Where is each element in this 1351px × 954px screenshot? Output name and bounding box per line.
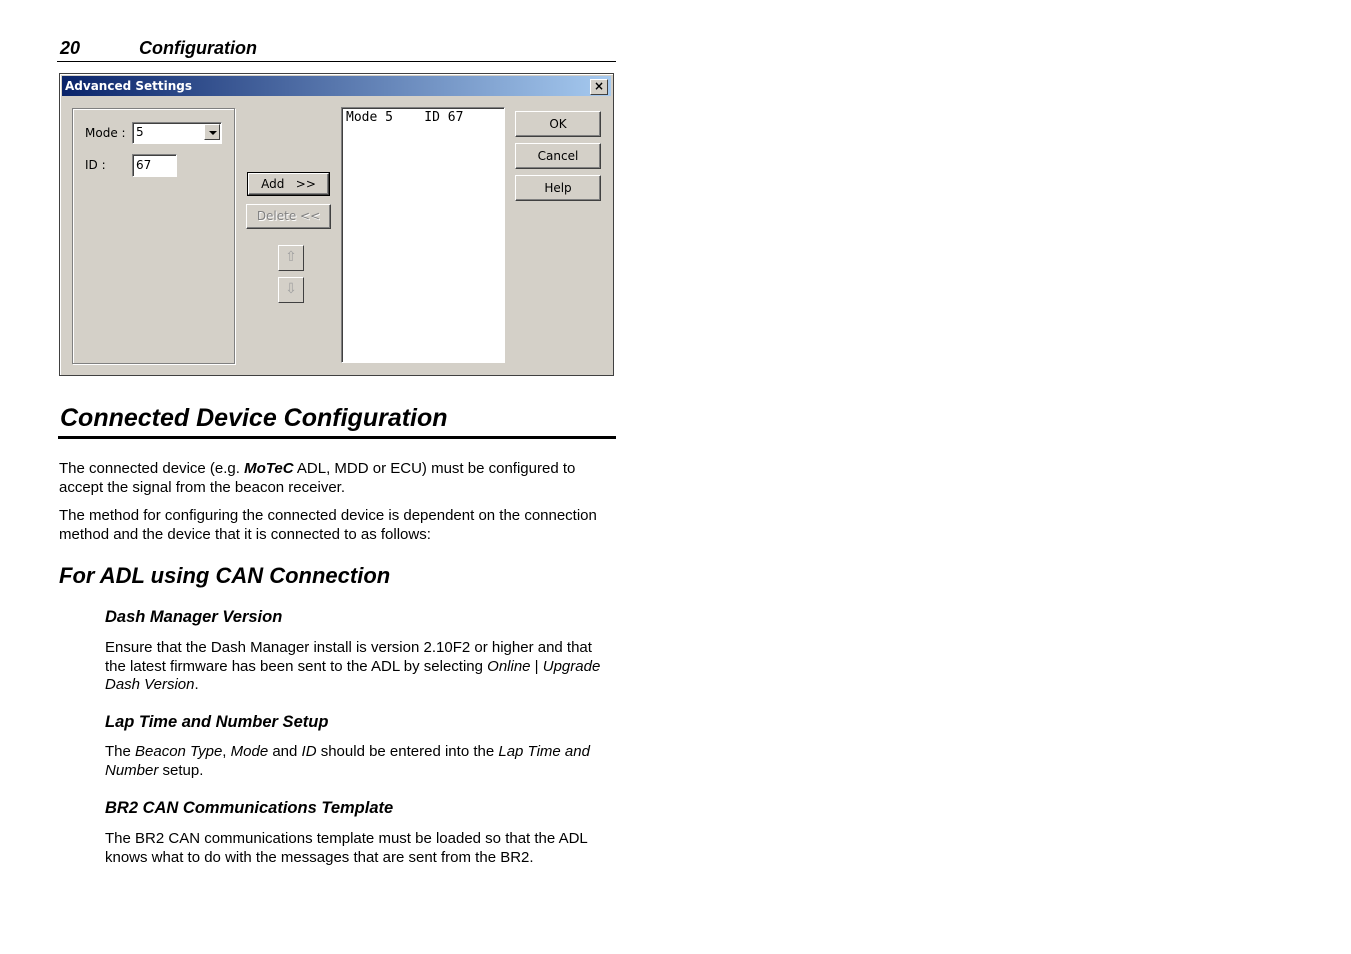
page-header (57, 38, 616, 62)
menu-separator: | (530, 657, 543, 675)
upgrade-dash-menu: Upgrade Dash Version (105, 657, 601, 693)
online-menu: Online (487, 657, 531, 675)
entries-listbox[interactable] (341, 107, 505, 363)
advanced-settings-dialog (59, 73, 614, 376)
method-paragraph: The method for configuring the connected device is dependent on the connection method and the device that it is connected to as follows: (59, 507, 597, 543)
id-value: 67 (136, 158, 152, 172)
intro-paragraph (59, 460, 619, 497)
id-input[interactable] (132, 154, 177, 177)
dialog-title-bar[interactable] (62, 76, 611, 96)
id-label: ID : (85, 158, 106, 172)
page-number: 20 (60, 38, 81, 58)
lap-text-d: should be entered into the (316, 743, 499, 760)
help-button[interactable]: Help (515, 175, 601, 201)
dash-text-end: . (194, 676, 199, 693)
section-heading (58, 404, 616, 439)
id-term: ID (301, 743, 317, 760)
mode-dropdown[interactable] (132, 122, 222, 144)
mode-label: Mode : (85, 126, 126, 140)
lap-text-b: , (222, 743, 231, 760)
cancel-button[interactable]: Cancel (515, 143, 601, 169)
delete-button[interactable]: Delete << (246, 204, 331, 229)
list-item[interactable]: Mode 5 ID 67 (346, 110, 464, 125)
dash-manager-heading: Dash Manager Version (105, 608, 283, 626)
move-up-icon[interactable]: ⇧ (278, 245, 304, 271)
ok-button[interactable]: OK (515, 111, 601, 137)
intro-text-b: ADL, MDD or ECU) must be configured to accept the signal from the beacon receiver. (59, 460, 576, 496)
dash-text-a: Ensure that the Dash Manager install is version 2.10F2 or higher and that the latest firmware has been sent to the ADL by selecting (105, 639, 592, 675)
move-down-icon[interactable]: ⇩ (278, 277, 304, 303)
subsection-heading: For ADL using CAN Connection (59, 563, 391, 588)
beacon-type-term: Beacon Type (135, 743, 223, 760)
mode-term: Mode (230, 743, 269, 760)
br2-template-heading: BR2 CAN Communications Template (105, 799, 394, 817)
chevron-down-icon[interactable] (204, 124, 220, 140)
lap-text-c: and (268, 743, 302, 760)
intro-text-a: The connected device (e.g. (59, 460, 245, 477)
lap-text-e: setup. (158, 761, 204, 779)
mode-value: 5 (136, 125, 144, 139)
lap-time-heading: Lap Time and Number Setup (105, 713, 329, 731)
lap-time-term: Lap Time and Number (105, 743, 590, 779)
brand-name: MoTeC (244, 460, 294, 477)
dash-manager-paragraph (105, 639, 615, 695)
dialog-title: Advanced Settings (65, 79, 193, 93)
chapter-title: Configuration (139, 38, 257, 58)
lap-text-a: The (105, 743, 136, 760)
lap-time-paragraph (105, 743, 605, 780)
add-button[interactable]: Add >> (248, 173, 329, 195)
settings-group-box (72, 108, 235, 364)
br2-template-paragraph: The BR2 CAN communications template must be loaded so that the ADL knows what to do with the messages that are sent from the BR2. (105, 830, 588, 866)
section-heading-text: Connected Device Configuration (60, 404, 448, 432)
close-icon[interactable]: × (590, 79, 608, 95)
